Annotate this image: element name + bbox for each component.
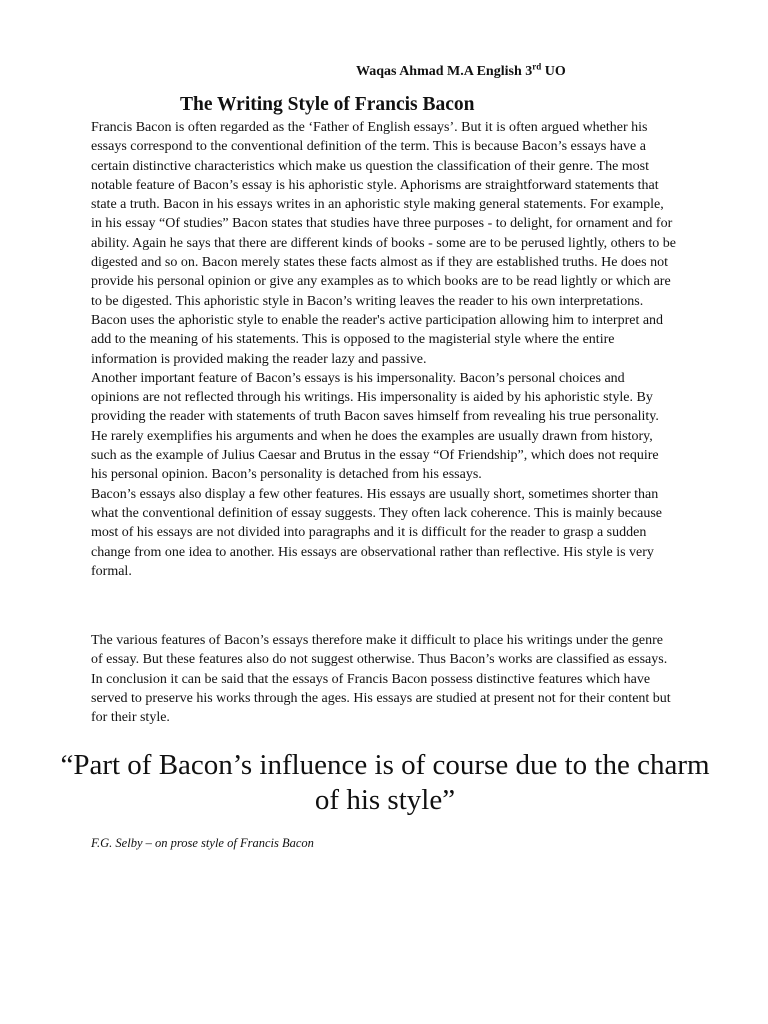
pull-quote: “Part of Bacon’s influence is of course due to the charm of his style”	[60, 749, 710, 816]
quote-attribution: F.G. Selby – on prose style of Francis Bacon	[91, 836, 314, 850]
body-paragraph-1: Francis Bacon is often regarded as the ‘Father of English essays’. But it is often argued whether his essays correspond to the conventional definition of the term. This is because Bacon’s essays have a certain distinctive characteristics which make us question the classification of their genre. The most notable feature of Bacon’s essay is his aphoristic style. Aphorisms are straightforward statements that state a truth. Bacon in his essays writes in an aphoristic style making general statements. For example, in his essay “Of studies” Bacon states that studies have three purposes - to delight, for ornament and for ability. Again he says that there are different kinds of books - some are to be perused lightly, others to be digested and so on. Bacon merely states these facts almost as if they are established truths. He does not provide his personal opinion or give any examples as to which books are to be read lightly or which are to be digested. This aphoristic style in Bacon’s writing leaves the reader to his own interpretations. Bacon uses the aphoristic style to enable the reader's active participation allowing him to interpret and add to the meaning of his statements. This is opposed to the magisterial style where the entire information is provided making the reader lazy and passive. Another important feature of Bacon’s essays is his impersonality. Bacon’s personal choices and opinions are not reflected through his writings. His impersonality is aided by his aphoristic style. By providing the reader with statements of truth Bacon saves himself from revealing his true personality. He rarely exemplifies his arguments and when he does the examples are usually drawn from history, such as the example of Julius Caesar and Brutus in the essay “Of Friendship”, which does not require his personal opinion. Bacon’s personality is detached from his essays. Bacon’s essays also display a few other features. His essays are usually short, sometimes shorter than what the conventional definition of essay suggests. They often lack coherence. This is mainly because most of his essays are not divided into paragraphs and it is difficult for the reader to grasp a sudden change from one idea to another. His essays are observational rather than reflective. His style is very formal.	[91, 120, 676, 579]
author-line	[356, 61, 566, 80]
author-name: Waqas Ahmad M.A English 3	[356, 64, 533, 79]
body-paragraph-2: The various features of Bacon’s essays therefore make it difficult to place his writings under the genre of essay. But these features also do not suggest otherwise. Thus Bacon’s works are classified as essays. In conclusion it can be said that the essays of Francis Bacon possess distinctive features which have served to preserve his works through the ages. His essays are studied at present not for their content but for their style.	[91, 633, 671, 726]
document-title: The Writing Style of Francis Bacon	[180, 94, 475, 115]
author-superscript: rd	[532, 61, 542, 72]
author-suffix: UO	[541, 64, 566, 79]
